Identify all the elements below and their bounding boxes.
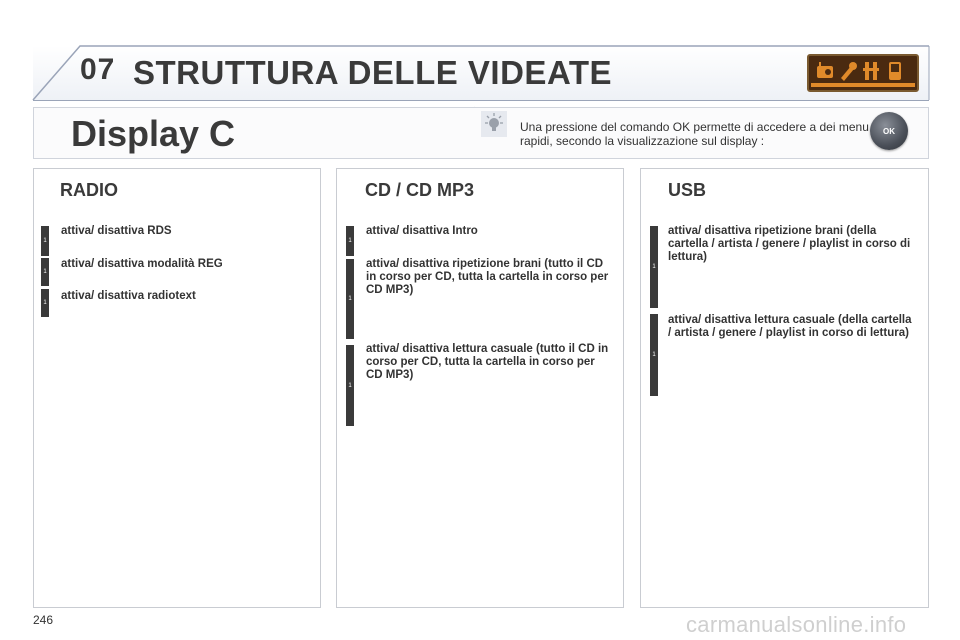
radio-item-radiotext: attiva/ disattiva radiotext bbox=[61, 290, 196, 302]
chapter-icon-strip bbox=[807, 54, 919, 92]
item-marker: 1 bbox=[346, 226, 354, 256]
radio-item-reg: attiva/ disattiva modalità REG bbox=[61, 258, 223, 270]
item-marker: 1 bbox=[41, 226, 49, 256]
item-marker: 1 bbox=[346, 259, 354, 339]
page-number: 246 bbox=[33, 613, 54, 627]
wrench-icon bbox=[841, 62, 857, 81]
item-marker: 1 bbox=[41, 289, 49, 317]
display-title: Display C bbox=[71, 113, 236, 154]
tip-text: Una pressione del comando OK permette di accedere a dei menu rapidi, secondo la visualizzazione sul display : bbox=[520, 120, 869, 148]
cd-panel-title: CD / CD MP3 bbox=[365, 180, 475, 200]
tools-icon bbox=[863, 62, 879, 80]
watermark: carmanualsonline.info bbox=[686, 612, 907, 637]
cd-item-repeat: attiva/ disattiva ripetizione brani (tutto il CD in corso per CD, tutta la cartella in corso per CD MP3) bbox=[366, 258, 609, 296]
chapter-title: STRUTTURA DELLE VIDEATE bbox=[133, 54, 612, 91]
item-marker: 1 bbox=[41, 258, 49, 286]
usb-item-repeat: attiva/ disattiva ripetizione brani (della cartella / artista / genere / playlist in corso di lettura) bbox=[668, 225, 911, 263]
usb-item-shuffle: attiva/ disattiva lettura casuale (della cartella / artista / genere / playlist in corso di lettura) bbox=[668, 314, 912, 339]
chapter-number: 07 bbox=[80, 53, 116, 86]
cd-item-shuffle: attiva/ disattiva lettura casuale (tutto il CD in corso per CD, tutta la cartella in corso per CD MP3) bbox=[366, 343, 609, 381]
usb-panel-title: USB bbox=[668, 180, 707, 200]
radio-panel-title: RADIO bbox=[60, 180, 118, 200]
cd-item-intro: attiva/ disattiva Intro bbox=[366, 225, 478, 237]
item-marker: 1 bbox=[650, 314, 658, 396]
ok-button[interactable]: OK bbox=[870, 112, 908, 150]
item-marker: 1 bbox=[346, 345, 354, 426]
item-marker: 1 bbox=[650, 226, 658, 308]
phone-icon bbox=[889, 62, 901, 80]
radio-icon bbox=[817, 62, 833, 78]
tip-bulb-icon bbox=[481, 111, 507, 137]
radio-item-rds: attiva/ disattiva RDS bbox=[61, 225, 172, 237]
